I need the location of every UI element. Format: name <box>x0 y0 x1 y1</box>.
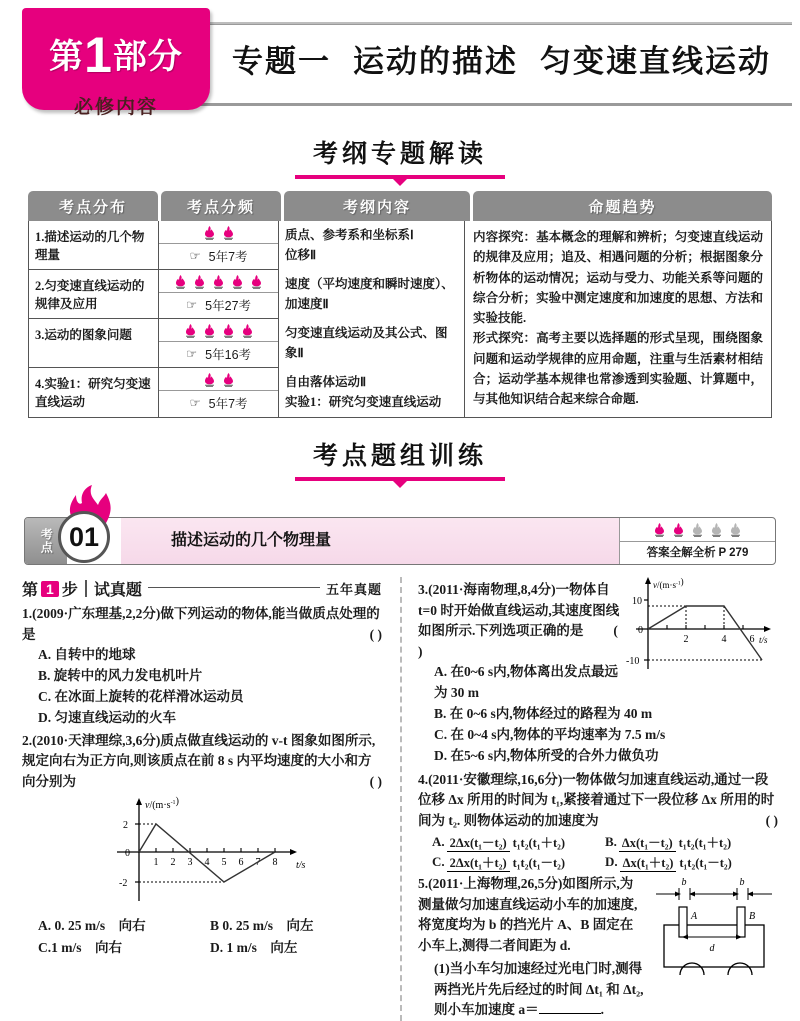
option-item[interactable]: C. 在 0~4 s内,物体的平均速率为 7.5 m/s <box>434 726 666 742</box>
option-item[interactable]: B. Δx(t₁－t₂) t₁t₂(t₁＋t₂) <box>605 834 732 851</box>
page-banner <box>0 0 800 118</box>
option-item[interactable]: B. 旋转中的风力发电机叶片 <box>38 667 203 683</box>
question-number: 2. <box>22 732 33 748</box>
trend-cell <box>465 221 771 413</box>
hand-pointer-icon: ☞ <box>185 298 198 312</box>
option-item[interactable]: A. 在0~6 s内,物体离出发点最远为 30 m <box>434 664 619 700</box>
svg-text:1: 1 <box>153 857 159 869</box>
question-item <box>22 731 382 793</box>
hand-pointer-icon: ☞ <box>189 249 201 263</box>
q2-options-row <box>22 915 382 937</box>
svg-text:8: 8 <box>272 857 278 869</box>
table-row: 4.实验1：研究匀变速直线运动 <box>35 377 151 410</box>
answer-paren: ( ) <box>765 812 778 828</box>
question-source: (2011·安徽理综,16,6分) <box>428 771 563 787</box>
q4-options-row <box>418 833 778 851</box>
table-header-distribution: 考点分布 <box>28 191 158 221</box>
flame-icon <box>691 523 704 537</box>
flame-icon <box>653 523 666 537</box>
svg-text:2: 2 <box>123 820 128 832</box>
table-header-frequency: 考点分频 <box>161 191 281 221</box>
q2-vt-graph <box>22 796 382 913</box>
flame-icon <box>203 324 216 338</box>
question-sub-item: (1)当小车匀加速经过光电门时,测得两挡光片先后经过的时间 Δt₁ 和 Δt₂,则小车加速度 a＝ . <box>434 961 644 1018</box>
svg-text:b: b <box>739 877 745 889</box>
section-heading-underline <box>295 175 505 179</box>
svg-text:0: 0 <box>125 848 130 860</box>
q2-options-row <box>22 937 382 959</box>
flame-icon <box>241 324 254 338</box>
option-item[interactable]: C. 2Δx(t₁＋t₂) t₁t₂(t₁－t₂) <box>432 854 566 871</box>
kaodian-title: 描述运动的几个物理量 <box>121 518 619 564</box>
question-number: 5. <box>418 876 429 892</box>
question-source: (2011·上海物理,26,5分) <box>428 876 563 892</box>
section-heading-training <box>0 436 800 481</box>
kaodian-bar <box>24 507 776 565</box>
question-stem: 如图所示,为测量做匀加速直线运动小车的加速度,将宽度均为 b 的挡光片 A、B 固定在小车上,测得二者间距为 d. <box>418 876 638 953</box>
frequency-value: ☞ 5年16考 <box>159 342 278 368</box>
flame-rating <box>159 368 278 391</box>
hand-pointer-icon: ☞ <box>189 396 201 410</box>
option-item[interactable]: D. 在5~6 s内,物体所受的合外力做负功 <box>434 747 659 763</box>
question-stem: 做下列运动的物体,能当做质点处理的是 <box>22 606 380 642</box>
svg-text:6: 6 <box>238 857 244 869</box>
option-item[interactable]: A. 0. 25 m/s 向右 <box>38 918 146 934</box>
section-heading-outline <box>0 134 800 179</box>
question-source: (2010·天津理综,3,6分) <box>32 732 161 748</box>
frequency-value: ☞ 5年7考 <box>189 396 248 411</box>
page-title <box>232 36 771 81</box>
step-header <box>22 577 382 600</box>
flame-icon <box>203 373 216 387</box>
outline-cell: 匀变速直线运动及其公式、图象Ⅱ <box>285 326 448 360</box>
section-heading-training-text: 考点题组训练 <box>312 442 487 470</box>
title-part-b: 匀变速直线运动 <box>540 44 771 79</box>
svg-text:3: 3 <box>187 857 193 869</box>
step-post: 步 <box>61 582 78 599</box>
step-divider <box>85 580 87 597</box>
svg-text:10: 10 <box>632 596 642 607</box>
trend-label: 内容探究： <box>473 230 537 244</box>
option-item[interactable]: C. 在冰面上旋转的花样滑冰运动员 <box>38 688 244 704</box>
svg-text:2: 2 <box>683 634 689 645</box>
question-stem: 质点做直线运动的 v-t 图象如图所示,规定向右为正方向,则该质点在前 8 s 内平均速度的大小和方向分别为 <box>22 732 376 789</box>
q4-options-row <box>418 853 778 871</box>
kaodian-meta <box>619 518 775 564</box>
flame-icon <box>231 275 244 289</box>
trend-label: 形式探究： <box>473 331 537 346</box>
answer-paren: ( ) <box>369 773 382 789</box>
flame-icon <box>193 275 206 289</box>
step-name: 试真题 <box>93 582 142 599</box>
flame-rating <box>159 270 278 293</box>
flame-icon <box>203 226 216 240</box>
answer-paren: ( ) <box>418 623 618 659</box>
outline-cell: 自由落体运动Ⅱ 实验1：研究匀变速直线运动 <box>285 375 442 409</box>
question-number: 3. <box>418 582 429 597</box>
answer-paren: ( ) <box>369 626 382 642</box>
kaodian-number: 01 <box>58 511 110 563</box>
question-sub-text: (1)当小车匀加速经过光电门时,测得两挡光片先后经过的时间 Δt₁ 和 Δt₂,则小车加速度 a＝ <box>434 961 644 1018</box>
option-item[interactable]: A. 自转中的地球 <box>38 647 136 663</box>
table-col-trend <box>465 221 771 417</box>
table-col-frequency <box>159 221 279 417</box>
trend-paragraph: 内容探究：基本概念的理解和辨析；匀变速直线运动的规律及应用；追及、相遇问题的分析；根据图象分析物体的运动情况；运动与受力、功能关系等问题的综合分析；实验中测定速度和加速度的思想、方法和实验技能. <box>473 230 763 325</box>
option-item[interactable]: B 0. 25 m/s 向左 <box>210 918 314 934</box>
table-row: 1.描述运动的几个物理量 <box>29 221 158 270</box>
answer-blank[interactable] <box>539 1013 601 1014</box>
section-heading-outline-text: 考纲专题解读 <box>312 140 487 168</box>
question-item <box>22 604 382 645</box>
step-pre: 第 <box>22 582 39 599</box>
svg-text:5: 5 <box>221 857 227 869</box>
q3-vt-graph <box>626 577 778 678</box>
flame-rating <box>620 518 775 539</box>
option-item[interactable]: A. 2Δx(t₁－t₂) t₁t₂(t₁＋t₂) <box>432 834 566 851</box>
flame-icon <box>222 324 235 338</box>
option-item[interactable]: D. 匀速直线运动的火车 <box>38 709 176 725</box>
q5-cart-diagram <box>650 875 778 1000</box>
outline-cell: 质点、参考系和坐标系Ⅰ 位移Ⅱ <box>285 228 414 262</box>
question-number: 1. <box>22 606 33 621</box>
table-row: 3.运动的图象问题 <box>29 319 158 368</box>
title-topic: 专题一 <box>232 44 331 79</box>
flame-icon <box>184 324 197 338</box>
column-divider <box>400 577 402 1021</box>
table-header-row <box>28 191 772 221</box>
flame-rating <box>159 221 278 244</box>
flame-icon <box>250 275 263 289</box>
svg-text:A: A <box>691 911 698 923</box>
flame-rating <box>159 319 278 342</box>
flame-icon <box>710 523 723 537</box>
svg-text:v/(m·s-1): $v/(m\cdot s^{-1})$ <box>653 577 684 590</box>
option-item[interactable]: B. 在 0~6 s内,物体经过的路程为 40 m <box>434 705 653 721</box>
flame-icon <box>212 275 225 289</box>
kaodian-label: 考点 <box>25 518 67 564</box>
option-item[interactable]: D. 1 m/s 向左 <box>210 939 298 955</box>
option-item[interactable]: C.1 m/s 向右 <box>38 939 122 955</box>
question-stem: 一物体自 t=0 时开始做直线运动,其速度图线如图所示.下列选项正确的是 <box>418 582 620 639</box>
svg-text:-2: -2 <box>119 878 128 890</box>
svg-text:7: 7 <box>255 857 261 869</box>
step-number: 1 <box>41 581 59 597</box>
answer-reference: 答案全解全析 P 279 <box>620 541 775 560</box>
part-badge-line1: 第1部分 <box>49 27 183 83</box>
part-badge-line2: 必修内容 <box>73 97 158 118</box>
trend-paragraph: 形式探究：高考主要以选择题的形式呈现，围绕图象问题和运动学规律的应用命题，注重与生活素材相结合；运动学基本规律也常渗透到实验题、计算题中，与其他知识结合起来综合命题. <box>473 331 763 406</box>
question-item <box>418 770 778 832</box>
step-rule <box>148 587 320 588</box>
frequency-value: ☞ 5年27考 <box>159 293 278 319</box>
outline-cell: 速度（平均速度和瞬时速度）、加速度Ⅱ <box>285 277 454 311</box>
svg-text:6: 6 <box>749 634 755 645</box>
svg-text:4: 4 <box>721 634 727 645</box>
question-source: (2011·海南物理,8,4分) <box>428 582 556 597</box>
flame-icon <box>222 373 235 387</box>
table-row: 2.匀变速直线运动的规律及应用 <box>29 270 158 319</box>
flame-icon <box>729 523 742 537</box>
svg-text:v/(m·s-1): $v/(m\cdot s^{-1})$ <box>145 796 179 812</box>
flame-icon <box>672 523 685 537</box>
svg-text:4: 4 <box>204 857 210 869</box>
svg-text:2: 2 <box>170 857 176 869</box>
table-col-distribution <box>29 221 159 417</box>
svg-text:B: B <box>749 911 756 923</box>
left-column <box>22 577 394 1021</box>
question-number: 4. <box>418 771 429 787</box>
question-source: (2009·广东理基,2,2分) <box>32 606 161 621</box>
table-header-trend: 命题趋势 <box>473 191 772 221</box>
svg-text:t/s: t/s <box>759 635 768 645</box>
part-badge <box>22 8 210 118</box>
step-tag: 五年真题 <box>325 582 382 597</box>
table-col-outline <box>279 221 465 417</box>
hand-pointer-icon: ☞ <box>185 347 198 361</box>
right-column <box>408 577 778 1021</box>
flame-icon <box>222 226 235 240</box>
syllabus-table <box>28 191 772 418</box>
table-header-outline: 考纲内容 <box>284 191 470 221</box>
svg-text:t/s: t/s <box>296 860 306 872</box>
svg-text:-10: -10 <box>626 656 640 667</box>
flame-icon <box>174 275 187 289</box>
svg-text:b: b <box>681 877 687 889</box>
option-item[interactable]: D. Δx(t₁＋t₂) t₁t₂(t₁－t₂) <box>605 854 732 871</box>
question-stem: 一物体做匀加速直线运动,通过一段位移 Δx 所用的时间为 t₁,紧接着通过下一段位移 Δx 所用的时间为 t₂. 则物体运动的加速度为 <box>418 771 775 828</box>
title-part-a: 运动的描述 <box>353 44 518 79</box>
section-heading-underline <box>295 477 505 481</box>
svg-text:0: 0 <box>638 625 643 636</box>
content-columns <box>22 577 778 1021</box>
frequency-value: ☞ 5年7考 <box>159 244 278 270</box>
svg-text:d: d <box>709 943 715 955</box>
